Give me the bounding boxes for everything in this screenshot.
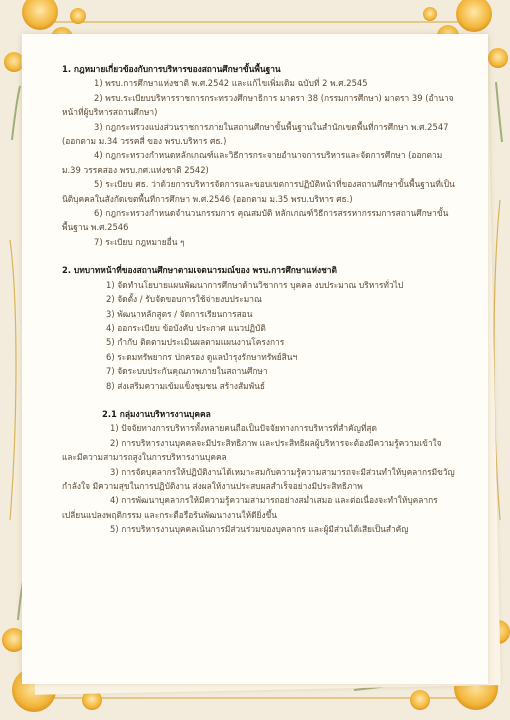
section-2-item-2: 2) จัดตั้ง / รับจัดขอบการใช้จ่ายงบประมาณ	[106, 294, 262, 305]
section-1-item-4: 4) กฎกระทรวงกำหนดหลักเกณฑ์และวิธีการกระจายอำนาจการบริหารและจัดการศึกษา (ออกตาม ม.39 วรรคสอง พรบ.กศ.แห่งชาติ 2542)	[62, 150, 443, 175]
section-2-1-item-3: 3) การจัดบุคลากรให้ปฏิบัติงานได้เหมาะสมกับความรู้ความสามารถจะมีส่วนทำให้บุคลากรมีขวัญกำลังใจ มีความสุขในการปฏิบัติงาน ส่งผลให้งานประสบผลสำเร็จอย่างมีประสิทธิภาพ	[62, 466, 455, 491]
section-gap	[62, 393, 458, 407]
section-2-item-1: 1) จัดทำนโยบายแผนพัฒนาการศึกษาด้านวิชาการ บุคคล งบประมาณ บริหารทั่วไป	[106, 279, 404, 290]
section-2-1-item-4: 4) การพัฒนาบุคลากรให้มีความรู้ความสามารถอย่างสม่ำเสมอ และต่อเนื่องจะทำให้บุคลากร เปลี่ยนแปลงพฤติกรรม และกระตือรือร้นพัฒนางานให้ดียิ่งขึ้น	[62, 495, 438, 520]
section-2-title: 2. บทบาทหน้าที่ของสถานศึกษาตามเจตนารมณ์ของ พรบ.การศึกษาแห่งชาติ	[62, 265, 337, 276]
section-2-1-title: 2.1 กลุ่มงานบริหารงานบุคคล	[102, 408, 211, 419]
section-1-item-5: 5) ระเบียบ ศธ. ว่าด้วยการบริหารจัดการและขอบเขตการปฏิบัติหน้าที่ของสถานศึกษาขั้นพื้นฐานที่เป็นนิติบุคคลในสังกัดเขตพื้นที่การศึกษา พ.ศ.2546 (ออกตาม ม.35 พรบ.บริหาร ศธ.)	[62, 179, 455, 204]
section-2-1-item-5: 5) การบริหารงานบุคคลเน้นการมีส่วนร่วมของบุคลากร และผู้มีส่วนได้เสียเป็นสำคัญ	[110, 524, 409, 535]
section-2-item-8: 8) ส่งเสริมความเข้มแข็งชุมชน สร้างสัมพันธ์	[106, 380, 265, 391]
section-2-item-3: 3) พัฒนาหลักสูตร / จัดการเรียนการสอน	[106, 308, 253, 319]
section-1-item-6: 6) กฎกระทรวงกำหนดจำนวนกรรมการ คุณสมบัติ หลักเกณฑ์วิธีการสรรหากรรมการสถานศึกษาขั้นพื้นฐาน พ.ศ.2546	[62, 208, 449, 233]
section-2-1-item-2: 2) การบริหารงานบุคคลจะมีประสิทธิภาพ และประสิทธิผลผู้บริหารจะต้องมีความรู้ความเข้าใจ และมีความสามารถสูงในการบริหารงานบุคคล	[62, 437, 442, 463]
section-2-1-item-1: 1) ปัจจัยทางการบริหารทั้งหลายคนถือเป็นปัจจัยทางการบริหารที่สำคัญที่สุด	[110, 423, 377, 434]
section-1-item-2: 2) พรบ.ระเบียบบริหารราชการกระทรวงศึกษาธิการ มาตรา 38 (กรรมการศึกษา) มาตรา 39 (อำนาจหน้าที่ผู้บริหารสถานศึกษา)	[62, 92, 454, 118]
document-content	[62, 62, 458, 537]
section-2-item-5: 5) กำกับ ติดตามประเมินผลตามแผนงานโครงการ	[106, 337, 285, 348]
section-2-item-7: 7) จัดระบบประกันคุณภาพภายในสถานศึกษา	[106, 366, 268, 377]
section-1-title: 1. กฎหมายเกี่ยวข้องกับการบริหารของสถานศึกษาขั้นพื้นฐาน	[62, 64, 281, 74]
section-1-item-1: 1) พรบ.การศึกษาแห่งชาติ พ.ศ.2542 และแก้ไขเพิ่มเติม ฉบับที่ 2 พ.ศ.2545	[94, 78, 368, 89]
section-2-list	[62, 278, 458, 393]
section-2-item-4: 4) ออกระเบียบ ข้อบังคับ ประกาศ แนวปฏิบัติ	[106, 322, 266, 333]
section-gap	[62, 249, 458, 263]
section-2-item-6: 6) ระดมทรัพยากร ปกครอง ดูแลบำรุงรักษาทรัพย์สินฯ	[106, 351, 298, 362]
section-1-item-3: 3) กฎกระทรวงแบ่งส่วนราชการภายในสถานศึกษาขั้นพื้นฐานในสำนักเขตพื้นที่การศึกษา พ.ศ.2547 (ออกตาม ม.34 วรรคสี่ ของ พรบ.บริหาร ศธ.)	[62, 121, 449, 147]
section-1-item-7: 7) ระเบียบ กฎหมายอื่น ๆ	[94, 236, 185, 247]
